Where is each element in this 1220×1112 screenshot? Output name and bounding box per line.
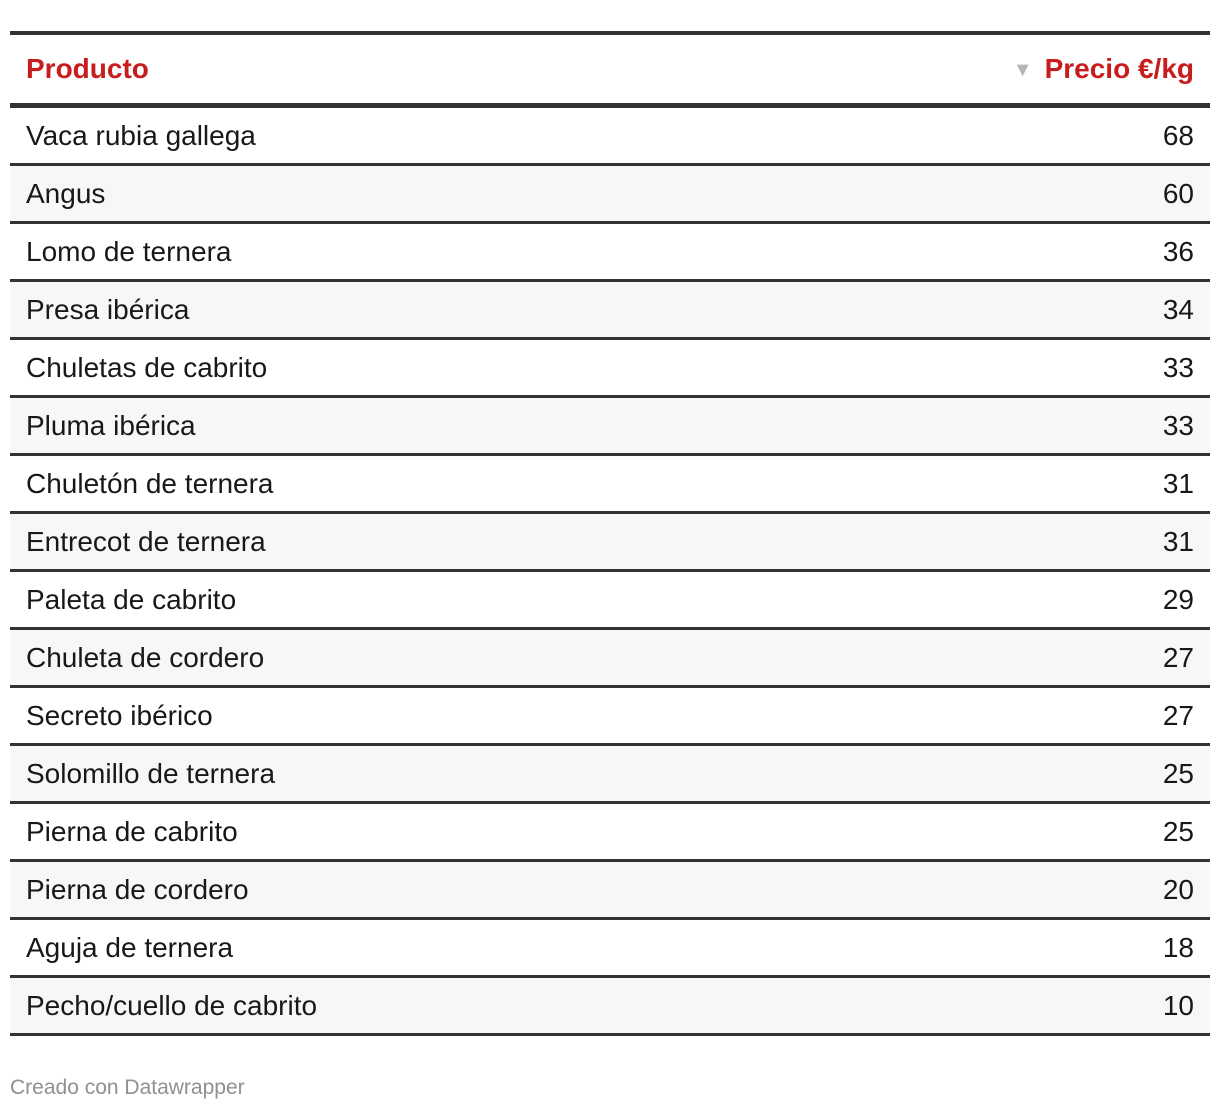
price-value-cell: 29 — [1162, 583, 1194, 615]
price-value-cell: 25 — [1162, 757, 1194, 789]
product-name-cell: Vaca rubia gallega — [26, 119, 256, 151]
column-header-price: Precio €/kg — [1044, 53, 1194, 84]
table-row — [10, 688, 1210, 746]
price-value-cell: 34 — [1162, 293, 1194, 325]
product-name-cell: Solomillo de ternera — [26, 757, 276, 789]
data-table — [10, 31, 1210, 1036]
price-value-cell: 31 — [1162, 525, 1194, 557]
product-name-cell: Paleta de cabrito — [26, 583, 237, 615]
table-row — [10, 282, 1210, 340]
price-value-cell: 36 — [1162, 235, 1194, 267]
price-value-cell: 18 — [1162, 931, 1194, 963]
price-value-cell: 68 — [1162, 119, 1194, 151]
product-name-cell: Pierna de cabrito — [26, 815, 238, 847]
product-name-cell: Pecho/cuello de cabrito — [26, 989, 318, 1021]
table-row — [10, 630, 1210, 688]
price-value-cell: 20 — [1162, 873, 1194, 905]
column-header-product[interactable]: Producto — [26, 53, 149, 84]
column-header-price-cell[interactable] — [1013, 53, 1210, 85]
product-name-cell: Secreto ibérico — [26, 699, 213, 731]
price-value-cell: 25 — [1162, 815, 1194, 847]
table-row — [10, 340, 1210, 398]
price-value-cell: 27 — [1162, 641, 1194, 673]
product-name-cell: Chuletón de ternera — [26, 467, 274, 499]
product-name-cell: Chuleta de cordero — [26, 641, 265, 673]
table-row — [10, 166, 1210, 224]
table-row — [10, 398, 1210, 456]
product-name-cell: Chuletas de cabrito — [26, 351, 268, 383]
price-value-cell: 27 — [1162, 699, 1194, 731]
datawrapper-credit[interactable]: Creado con Datawrapper — [10, 1076, 245, 1099]
price-value-cell: 10 — [1162, 989, 1194, 1021]
table-row — [10, 862, 1210, 920]
product-name-cell: Aguja de ternera — [26, 931, 234, 963]
table-row — [10, 514, 1210, 572]
product-name-cell: Pluma ibérica — [26, 409, 196, 441]
price-value-cell: 33 — [1162, 351, 1194, 383]
table-row — [10, 456, 1210, 514]
table-row — [10, 804, 1210, 862]
product-name-cell: Pierna de cordero — [26, 873, 249, 905]
product-name-cell: Entrecot de ternera — [26, 525, 266, 557]
price-value-cell: 31 — [1162, 467, 1194, 499]
table-row — [10, 224, 1210, 282]
product-name-cell: Lomo de ternera — [26, 235, 232, 267]
sort-descending-icon[interactable]: ▼ — [1012, 59, 1033, 81]
table-header-row — [10, 35, 1210, 108]
table-row — [10, 572, 1210, 630]
table-row — [10, 108, 1210, 166]
product-name-cell: Presa ibérica — [26, 293, 190, 325]
product-name-cell: Angus — [26, 177, 106, 209]
table-row — [10, 920, 1210, 978]
price-value-cell: 33 — [1162, 409, 1194, 441]
price-value-cell: 60 — [1162, 177, 1194, 209]
table-row — [10, 746, 1210, 804]
table-body — [10, 108, 1210, 1036]
table-row — [10, 978, 1210, 1036]
